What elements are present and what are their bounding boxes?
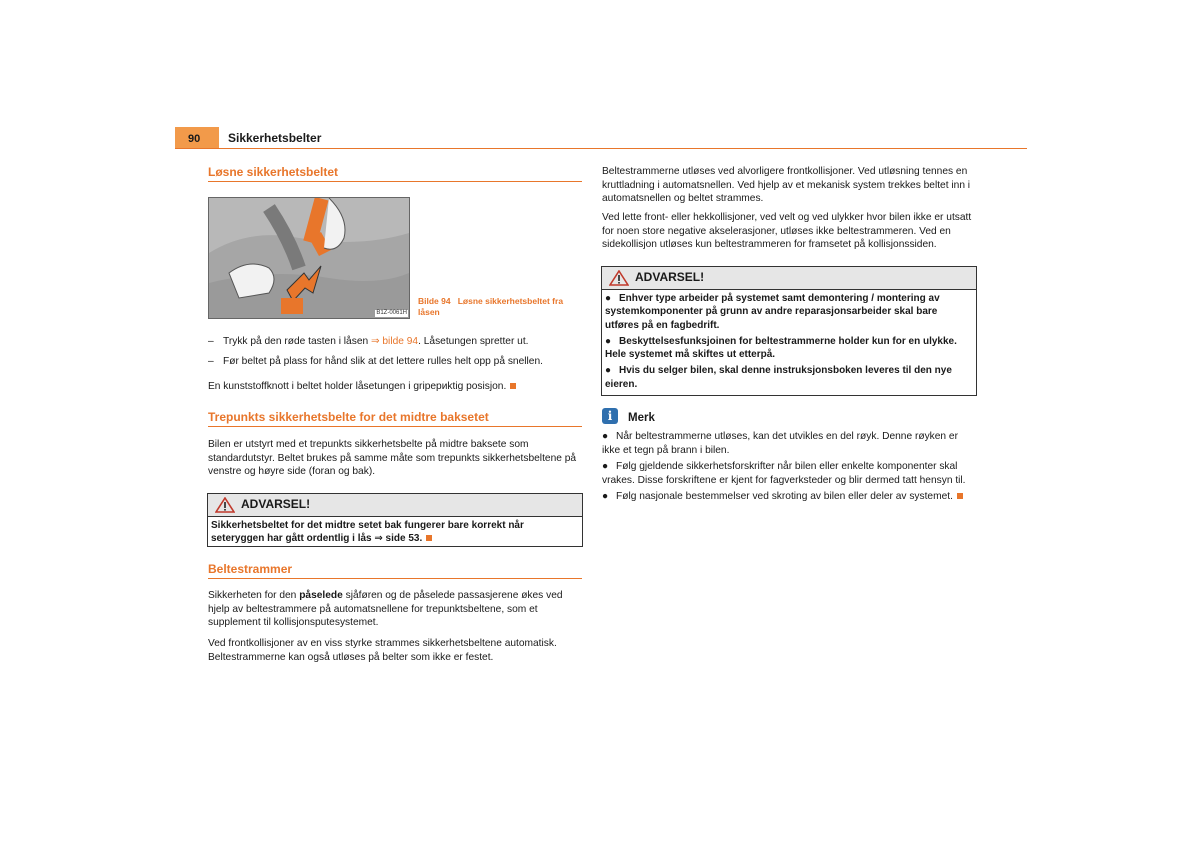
figure-code: B1Z-0061H: [376, 310, 407, 316]
note-item: ● Følg gjeldende sikkerhetsforskrifter når bilen eller enkelte komponenter skal vrakes. Disse forskriftene er kjent for fagverksteder og blir dermed tatt hensyn til.: [602, 461, 966, 486]
figure-caption: [418, 296, 578, 318]
step-1: – Trykk på den røde tasten i låsen ⇒ bilde 94. Låsetungen spretter ut.: [208, 336, 529, 347]
paragraph-right-1: Beltestrammerne utløses ved alvorligere frontkollisjoner. Ved utløsning tennes en kruttladning i automatsnellen. Ved hjelp av et mekanisk system trekkes beltet inn i automatsnellen og beltet strammes.: [602, 166, 971, 205]
warning-item: ● Enhver type arbeider på systemet samt demontering / montering av systemkomponenter på grunn av andre reparasjonsarbeider skal bare utføres på en fagbedrift.: [605, 293, 940, 331]
paragraph-tensioner-1: [208, 589, 584, 630]
section-rule: [208, 181, 582, 182]
warning-item: ● Beskyttelsesfunksjoinen for beltestrammerne holder kun for en ulykke. Hele systemet må skiftes ut etterpå.: [605, 335, 957, 361]
step-2: – Før beltet på plass for hånd slik at det lettere rulles helt opp på snellen.: [208, 356, 543, 367]
end-marker-icon: [957, 493, 963, 499]
warning-body: [602, 290, 976, 394]
end-marker-icon: [510, 383, 516, 389]
warning-box-middle-belt: [207, 493, 583, 547]
paragraph-tensioner-2: Ved frontkollisjoner av en viss styrke strammes sikkerhetsbeltene automatisk. Beltestrammerne kan også utløses på belter som ikke er festet.: [208, 638, 557, 663]
warning-body: [208, 517, 582, 549]
note-item-text: Når beltestrammerne utløses, kan det utvikles en del røyk. Denne røyken er ikke et tegn på brann i bilen.: [602, 431, 958, 456]
section-rule: [208, 578, 582, 579]
text: Sikkerheten for den: [208, 590, 300, 601]
step-2-text: Før beltet på plass for hånd slik at det lettere rulles helt opp på snellen.: [223, 356, 543, 367]
figure-caption-text: Løsne sikkerhetsbeltet fra låsen: [418, 296, 564, 317]
warning-header: [602, 267, 976, 290]
step-1-tail: . Låsetungen spretter ut.: [418, 336, 529, 347]
paragraph-plastic-knob: [208, 380, 588, 394]
end-marker-icon: [426, 535, 432, 541]
note-item: ● Følg nasjonale bestemmelser ved skroting av bilen eller deler av systemet.: [602, 490, 978, 504]
chapter-title: Sikkerhetsbelter: [228, 131, 322, 145]
figure-caption-label: Bilde 94: [418, 296, 451, 306]
link-figure-94[interactable]: bilde 94: [382, 336, 419, 347]
warning-item-text: Enhver type arbeider på systemet samt demontering / montering av systemkomponenter på grunn av andre reparasjonsarbeider skal bare utføres på en fagbedrift.: [605, 293, 940, 331]
warning-triangle-icon: [609, 270, 629, 286]
warning-item-text: Hvis du selger bilen, skal denne instruksjonsboken leveres til den nye eieren.: [605, 365, 952, 390]
warning-label: ADVARSEL!: [241, 497, 311, 511]
step-1-text: Trykk på den røde tasten i låsen: [223, 336, 369, 347]
section-rule: [208, 426, 582, 427]
belt-release-illustration: [209, 198, 409, 318]
paragraph-text: En kunststoffknott i beltet holder låsetungen i gripериktig posisjon.: [208, 381, 507, 392]
text: sjåføren og de påselede passasjerene økes ved hjelp av beltestrammere på automatsnellene for trepunktsbeltene, som et supplement til kollisjonsputesystemet.: [208, 590, 563, 629]
warning-header: [208, 494, 582, 517]
paragraph-right-2: Ved lette front- eller hekkollisjoner, ved velt og ved ulykker hvor bilen ikke er utsatt for noen store negative akselerasjoner, utløses ikke beltestrammeren. Ved en sidekollisjon utløses kun beltestrammeren for framsetet på kollisjonssiden.: [602, 212, 972, 251]
note-title: Merk: [628, 412, 655, 424]
warning-box-tensioner: [601, 266, 977, 396]
warning-item-text: Beskyttelsesfunksjoinen for beltestrammerne holder kun for en ulykke. Hele systemet må skiftes ut etterpå.: [605, 335, 957, 361]
note-item: ● Når beltestrammerne utløses, kan det utvikles en del røyk. Denne røyken er ikke et tegn på brann i bilen.: [602, 431, 958, 456]
bold-text: påselede: [299, 590, 343, 601]
section-title-belt-tensioner: Beltestrammer: [208, 562, 293, 576]
note-item-text: Følg nasjonale bestemmelser ved skroting av bilen eller deler av systemet.: [616, 491, 953, 502]
paragraph-middle-belt: Bilen er utstyrt med et trepunkts sikkerhetsbelte på midtre baksete som standardutstyr. Beltet brukes på samme måte som trepunkts sikkerhetsbeltene på venstre og høyre side (foran og bak).: [208, 439, 577, 478]
arrow-icon: ⇒: [371, 336, 380, 347]
figure-belt-release: [208, 197, 410, 319]
warning-label: ADVARSEL!: [635, 270, 705, 284]
header-rule: [175, 148, 1027, 149]
section-title-middle-belt: Trepunkts sikkerhetsbelte for det midtre baksetet: [208, 410, 489, 424]
section-title-release-belt: Løsne sikkerhetsbeltet: [208, 165, 339, 179]
info-icon: i: [602, 408, 618, 424]
page-number: 90: [188, 133, 201, 145]
warning-item: ● Hvis du selger bilen, skal denne instruksjonsboken leveres til den nye eieren.: [605, 365, 952, 390]
note-item-text: Følg gjeldende sikkerhetsforskrifter når bilen eller enkelte komponenter skal vrakes. Disse forskriftene er kjent for fagverksteder og blir dermed tatt hensyn til.: [602, 461, 966, 486]
warning-triangle-icon: [215, 497, 235, 513]
warning-text: Sikkerhetsbeltet for det midtre setet bak fungerer bare korrekt når seteryggen har gått ordentlig i lås ⇒ side 53.: [211, 520, 524, 545]
